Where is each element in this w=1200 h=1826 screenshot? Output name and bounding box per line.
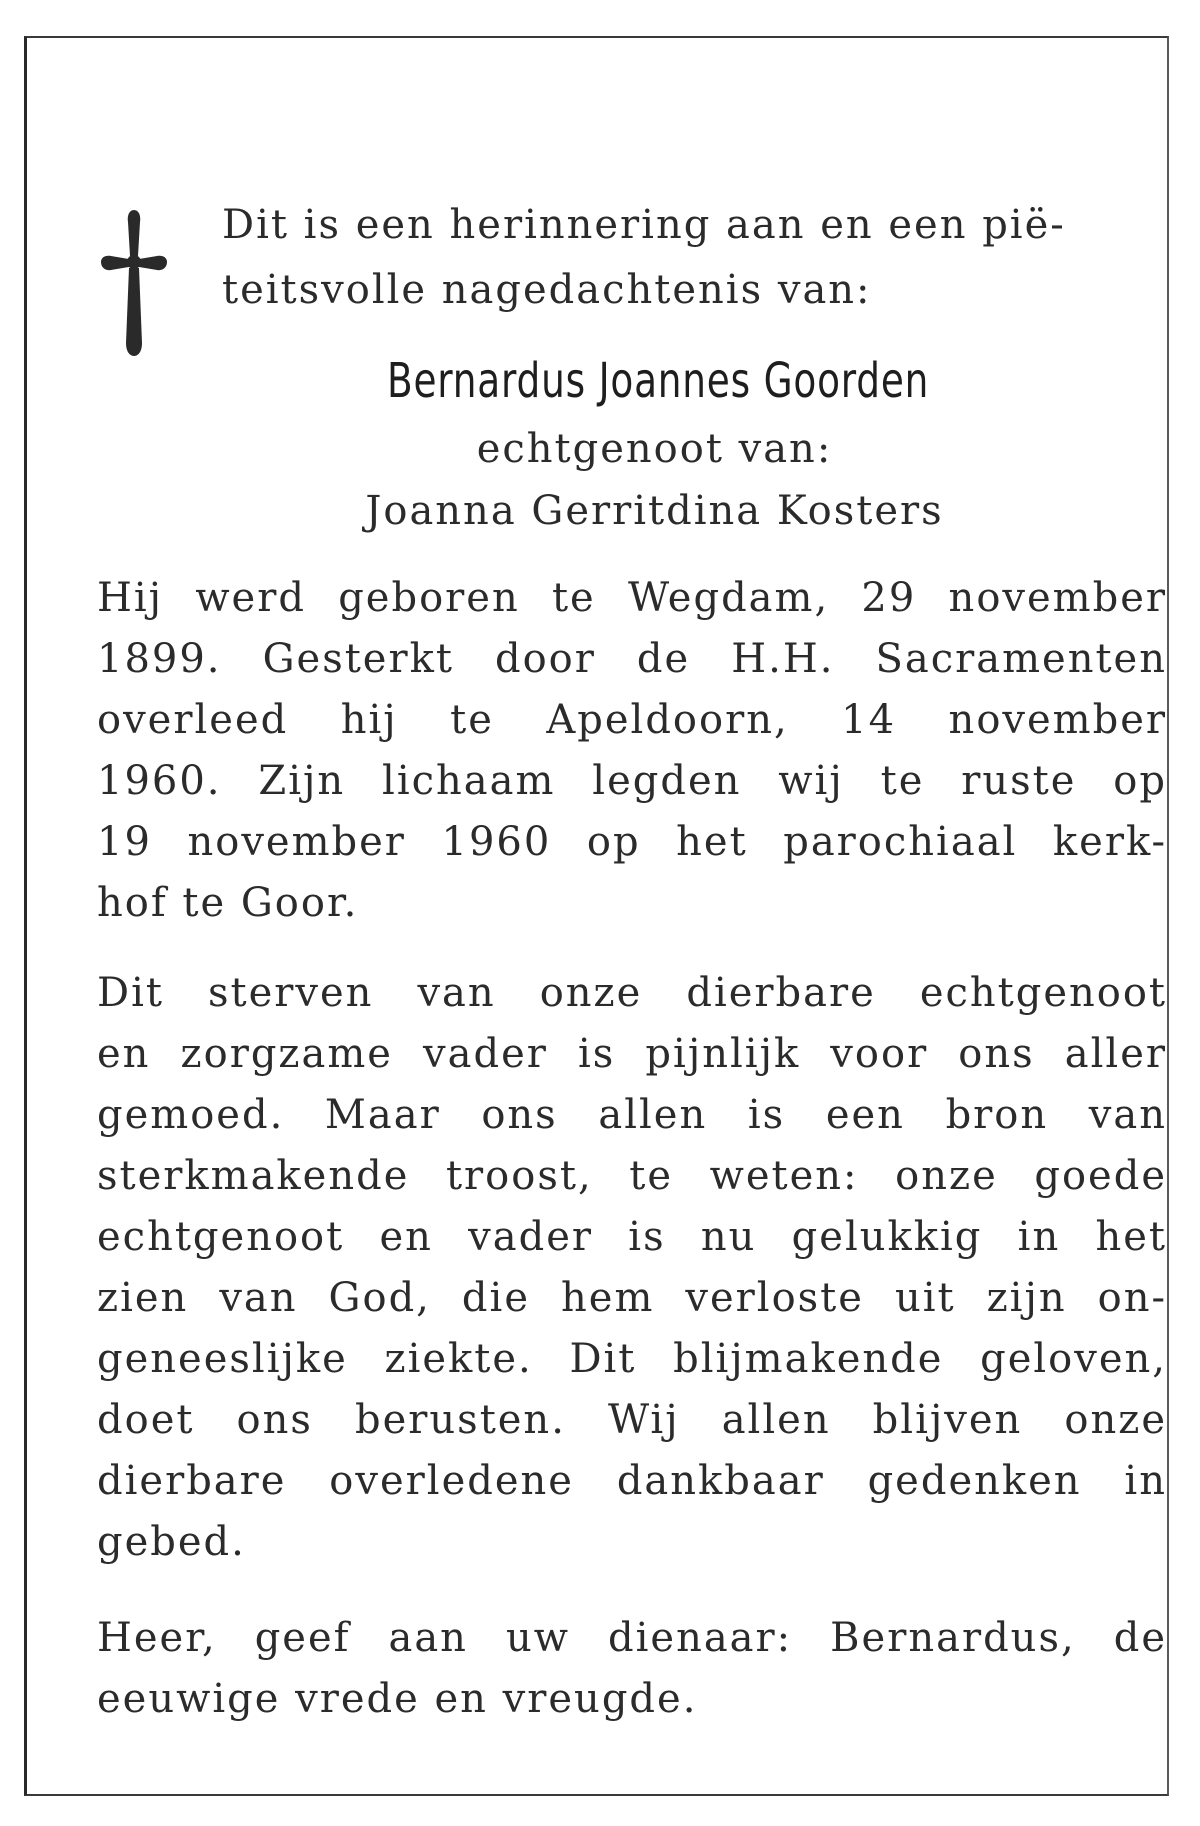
intro-line: Dit is een herinnering aan en een pië- [222,202,1066,248]
paragraph-line: zien van God, die hem verloste uit zijn on- [97,1275,1167,1321]
intro-line: teitsvolle nagedachtenis van: [222,267,872,313]
deceased-name: Bernardus Joannes Goorden [387,353,930,409]
paragraph-line: hof te Goor. [97,880,359,926]
paragraph-line: Dit sterven van onze dierbare echtgenoot [97,970,1167,1016]
paragraph-line: en zorgzame vader is pijnlijk voor ons aller [97,1031,1167,1077]
biography-paragraph [97,568,1167,934]
spouse-name: Joanna Gerritdina Kosters [365,488,944,534]
paragraph-line: sterkmakende troost, te weten: onze goede [97,1153,1167,1199]
paragraph-line: echtgenoot en vader is nu gelukkig in het [97,1214,1167,1260]
paragraph-line: overleed hij te Apeldoorn, 14 november [97,697,1167,743]
paragraph-line: eeuwige vrede en vreugde. [97,1676,698,1722]
paragraph-line: 19 november 1960 op het parochiaal kerk- [97,819,1167,865]
intro-text [222,193,1172,323]
spouse-label: echtgenoot van: [476,426,833,472]
paragraph-line: gebed. [97,1519,246,1565]
reflection-paragraph [97,963,1167,1573]
paragraph-line: 1899. Gesterkt door de H.H. Sacramenten [97,636,1167,682]
paragraph-line: Heer, geef aan uw dienaar: Bernardus, de [97,1615,1167,1661]
paragraph-line: 1960. Zijn lichaam legden wij te ruste op [97,758,1167,804]
paragraph-line: dierbare overledene dankbaar gedenken in [97,1458,1167,1504]
paragraph-line: geneeslijke ziekte. Dit blijmakende geloven, [97,1336,1167,1382]
paragraph-line: gemoed. Maar ons allen is een bron van [97,1092,1167,1138]
remembrance-card [24,36,1169,1796]
prayer-paragraph [97,1608,1167,1730]
paragraph-line: Hij werd geboren te Wegdam, 29 november [97,575,1167,621]
paragraph-line: doet ons berusten. Wij allen blijven onze [97,1397,1167,1443]
cross-icon [99,208,169,358]
